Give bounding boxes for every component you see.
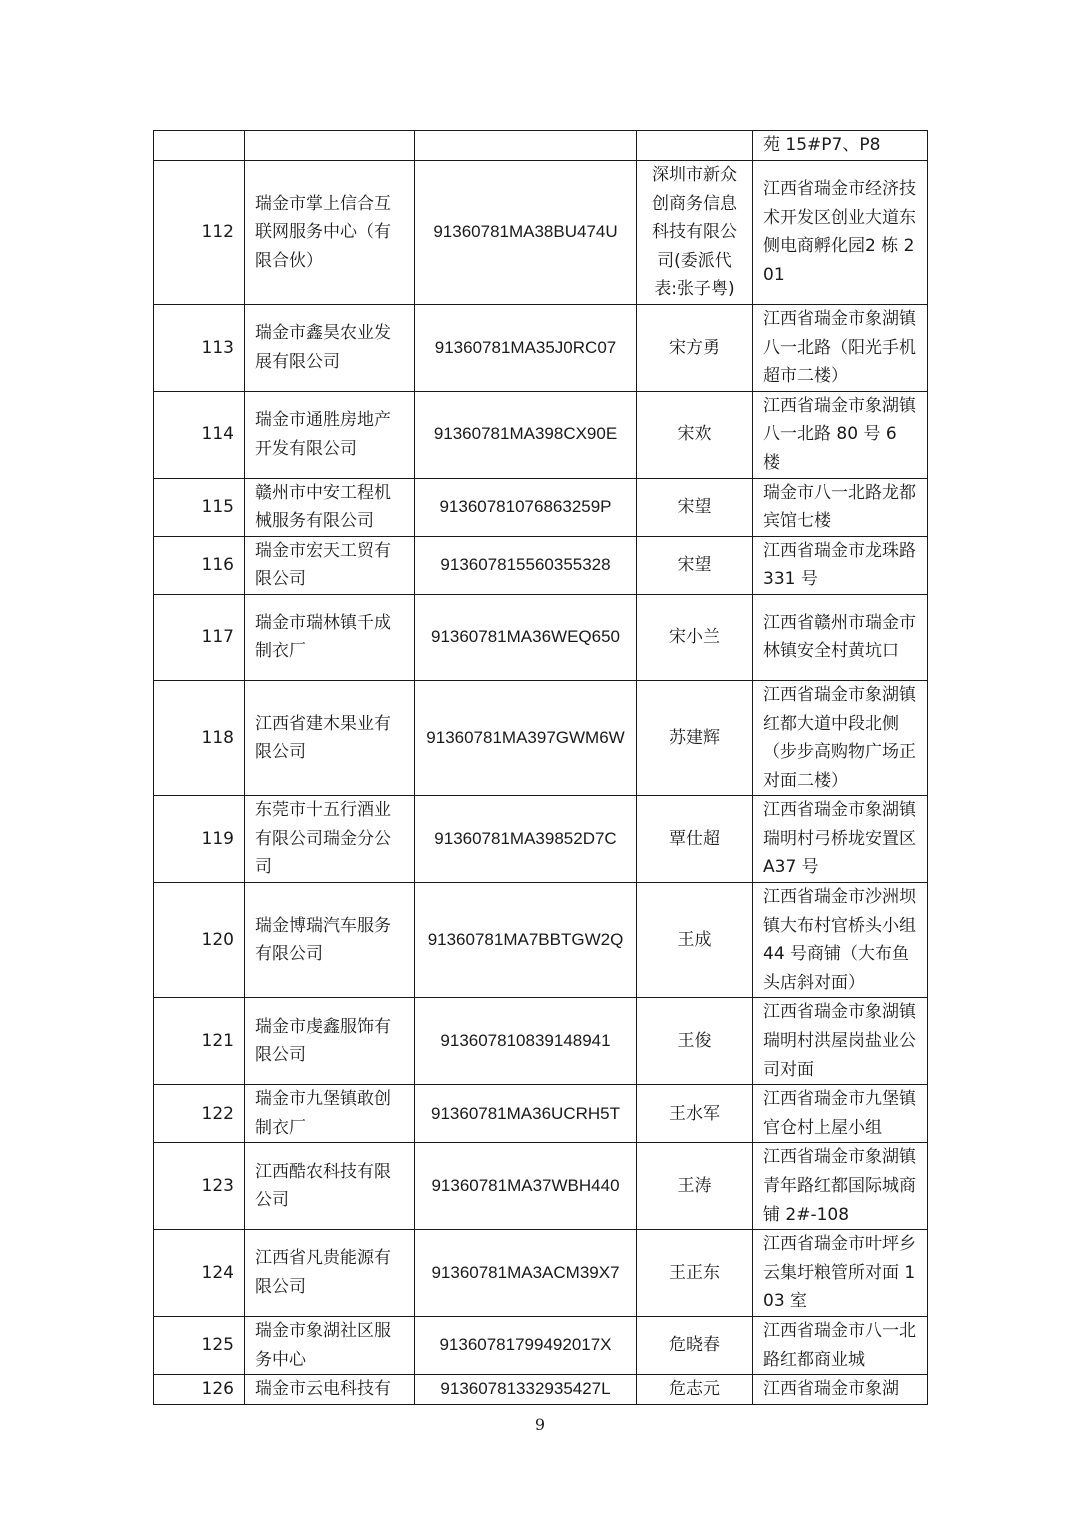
table-row [154,304,928,391]
table-row [154,161,928,305]
cell-credit-code: 91360781MA397GWM6W [415,680,637,795]
cell-credit-code: 91360781MA7BBTGW2Q [415,883,637,998]
cell-address: 江西省瑞金市龙珠路 331 号 [753,536,928,594]
cell-address: 江西省瑞金市沙洲坝镇大布村官桥头小组 44 号商铺（大布鱼头店斜对面） [753,883,928,998]
cell-credit-code: 91360781799492017X [415,1316,637,1374]
cell-number: 124 [154,1230,245,1317]
table-row [154,1143,928,1230]
cell-representative: 王俊 [637,998,753,1085]
cell-representative [637,131,753,161]
cell-credit-code: 91360781076863259P [415,478,637,536]
cell-credit-code: 91360781MA36UCRH5T [415,1085,637,1143]
cell-name: 瑞金市通胜房地产开发有限公司 [245,391,415,478]
cell-representative: 王水军 [637,1085,753,1143]
table-row [154,536,928,594]
cell-address: 苑 15#P7、P8 [753,131,928,161]
cell-address: 江西省瑞金市经济技术开发区创业大道东侧电商孵化园2 栋 201 [753,161,928,305]
cell-number: 121 [154,998,245,1085]
cell-number: 117 [154,594,245,680]
cell-number: 112 [154,161,245,305]
cell-number: 119 [154,796,245,883]
cell-credit-code: 91360781332935427L [415,1375,637,1405]
cell-representative: 王成 [637,883,753,998]
cell-name: 赣州市中安工程机械服务有限公司 [245,478,415,536]
cell-name: 瑞金市云电科技有 [245,1375,415,1405]
cell-name: 瑞金市鑫昊农业发展有限公司 [245,304,415,391]
cell-representative: 危晓春 [637,1316,753,1374]
table-row [154,998,928,1085]
table-body [154,131,928,1405]
cell-address: 江西省瑞金市叶坪乡云集圩粮管所对面 103 室 [753,1230,928,1317]
cell-representative: 苏建辉 [637,680,753,795]
cell-number: 123 [154,1143,245,1230]
enterprise-table [153,130,928,1405]
cell-credit-code: 91360781MA37WBH440 [415,1143,637,1230]
cell-name: 瑞金市宏天工贸有限公司 [245,536,415,594]
cell-address: 江西省瑞金市象湖镇瑞明村洪屋岗盐业公司对面 [753,998,928,1085]
cell-number: 115 [154,478,245,536]
table-row [154,1085,928,1143]
table-row [154,478,928,536]
cell-credit-code: 91360781MA3ACM39X7 [415,1230,637,1317]
cell-number: 113 [154,304,245,391]
cell-representative: 宋欢 [637,391,753,478]
cell-name: 东莞市十五行酒业有限公司瑞金分公司 [245,796,415,883]
cell-address: 江西省瑞金市九堡镇官仓村上屋小组 [753,1085,928,1143]
cell-representative: 宋望 [637,478,753,536]
cell-address: 江西省瑞金市八一北路红都商业城 [753,1316,928,1374]
cell-address: 江西省瑞金市象湖镇红都大道中段北侧（步步高购物广场正对面二楼） [753,680,928,795]
cell-number: 122 [154,1085,245,1143]
cell-address: 江西省赣州市瑞金市林镇安全村黄坑口 [753,594,928,680]
cell-representative: 宋小兰 [637,594,753,680]
cell-credit-code [415,131,637,161]
cell-address: 江西省瑞金市象湖镇八一北路 80 号 6 楼 [753,391,928,478]
table-row [154,883,928,998]
cell-name: 瑞金市虔鑫服饰有限公司 [245,998,415,1085]
table-row [154,1375,928,1405]
cell-address: 江西省瑞金市象湖镇八一北路（阳光手机超市二楼） [753,304,928,391]
cell-number: 126 [154,1375,245,1405]
cell-credit-code: 91360781MA39852D7C [415,796,637,883]
table-row [154,391,928,478]
cell-credit-code: 91360781MA36WEQ650 [415,594,637,680]
cell-representative: 王正东 [637,1230,753,1317]
cell-name: 江西酷农科技有限公司 [245,1143,415,1230]
cell-representative: 宋方勇 [637,304,753,391]
cell-representative: 危志元 [637,1375,753,1405]
cell-name: 江西省凡贵能源有限公司 [245,1230,415,1317]
cell-credit-code: 91360781MA38BU474U [415,161,637,305]
table-row [154,594,928,680]
cell-representative: 深圳市新众创商务信息科技有限公司(委派代表:张子粤) [637,161,753,305]
cell-name: 江西省建木果业有限公司 [245,680,415,795]
cell-name: 瑞金博瑞汽车服务有限公司 [245,883,415,998]
cell-number: 120 [154,883,245,998]
cell-name [245,131,415,161]
table-row [154,1230,928,1317]
cell-representative: 王涛 [637,1143,753,1230]
table-row-continued [154,131,928,161]
cell-representative: 宋望 [637,536,753,594]
cell-address: 瑞金市八一北路龙都宾馆七楼 [753,478,928,536]
cell-credit-code: 91360781MA398CX90E [415,391,637,478]
cell-address: 江西省瑞金市象湖镇瑞明村弓桥垅安置区 A37 号 [753,796,928,883]
cell-name: 瑞金市瑞林镇千成制衣厂 [245,594,415,680]
cell-representative: 覃仕超 [637,796,753,883]
cell-number [154,131,245,161]
cell-name: 瑞金市九堡镇敢创制衣厂 [245,1085,415,1143]
cell-number: 118 [154,680,245,795]
table-row [154,680,928,795]
cell-name: 瑞金市象湖社区服务中心 [245,1316,415,1374]
cell-number: 116 [154,536,245,594]
cell-address: 江西省瑞金市象湖镇青年路红都国际城商铺 2#-108 [753,1143,928,1230]
page-number: 9 [534,1415,546,1434]
cell-name: 瑞金市掌上信合互联网服务中心（有限合伙） [245,161,415,305]
cell-credit-code: 913607815560355328 [415,536,637,594]
cell-address: 江西省瑞金市象湖 [753,1375,928,1405]
cell-credit-code: 91360781MA35J0RC07 [415,304,637,391]
cell-credit-code: 913607810839148941 [415,998,637,1085]
table-row [154,1316,928,1374]
cell-number: 125 [154,1316,245,1374]
table-row [154,796,928,883]
cell-number: 114 [154,391,245,478]
